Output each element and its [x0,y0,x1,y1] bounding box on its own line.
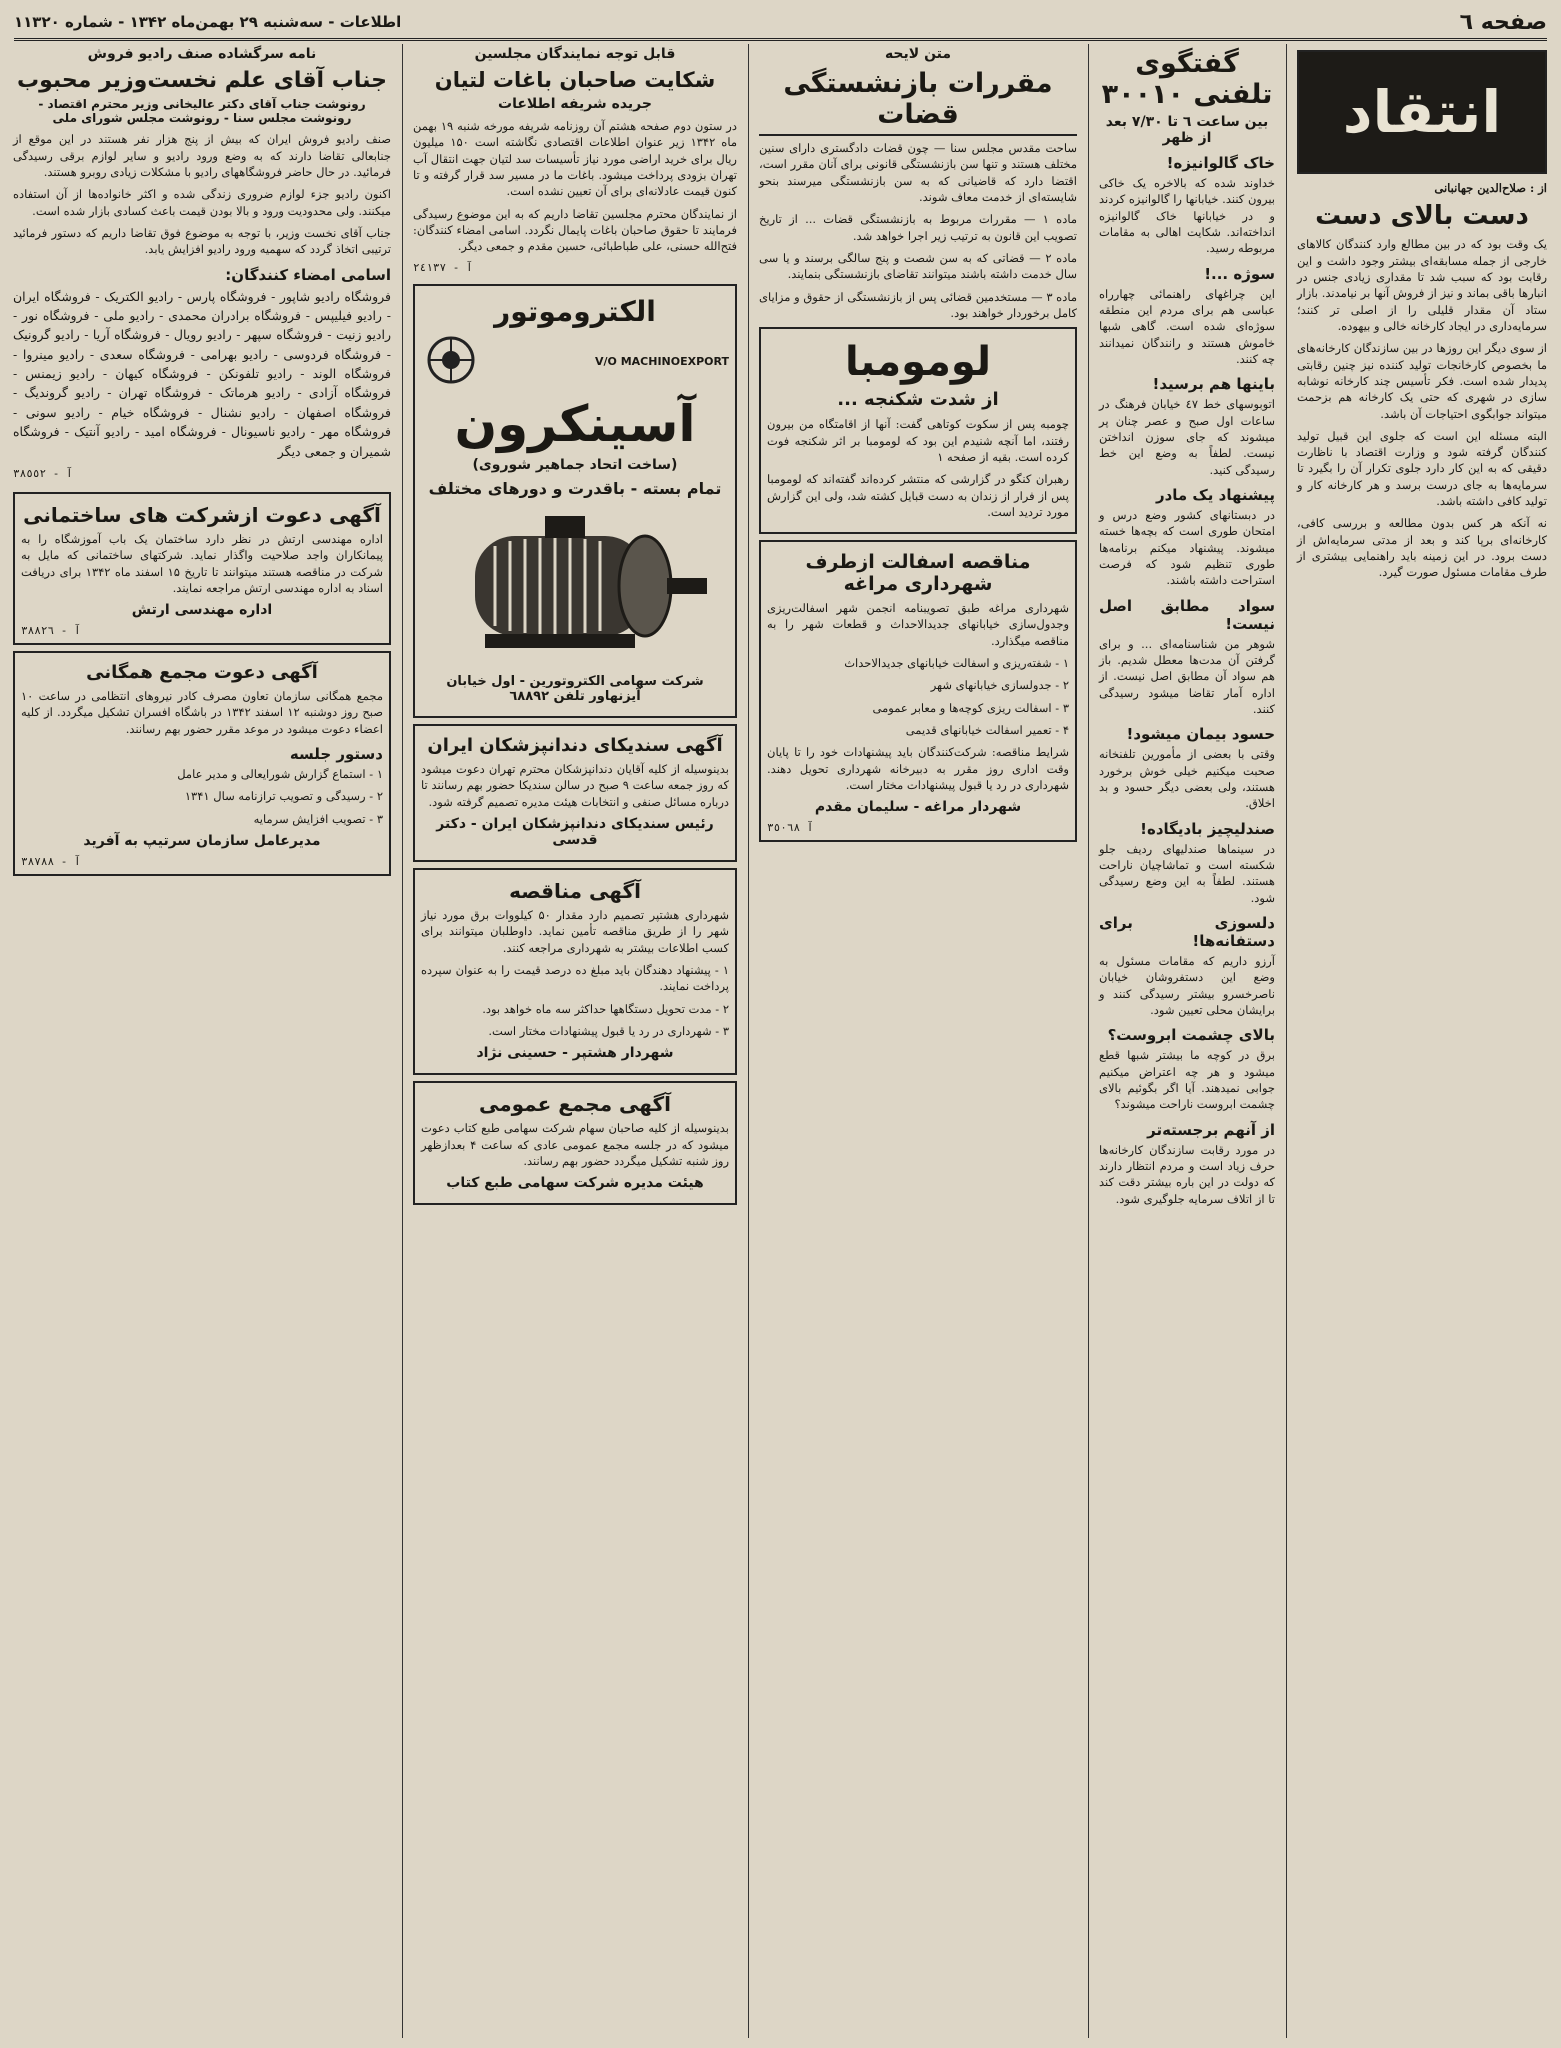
bill-article: ماده ۳ — مستخدمین قضائی پس از بازنشستگی از حقوق و مزایای کامل برخوردار خواهند بود. [759,289,1077,321]
agenda-list [21,766,383,827]
column-divider [748,44,749,2038]
asphalt-item: ۳ - اسفالت ریزی کوچه‌ها و معابر عمومی [872,700,1069,715]
phone-item-text: برق در کوچه ما بیشتر شبها قطع میشود و هر چه اعتراض میکنیم جوابی نمیدهند. آیا اگر بگوئیم بالای چشمت ابروست ناراحت میشوند؟ [1099,1048,1275,1112]
latyan-code: آ - ٢٤١٣٧ [413,260,473,274]
radio-letter-code: آ - ٣٨٥٥٢ [13,466,73,480]
agm-title: آگهی مجمع عمومی [479,1092,671,1117]
dentists-notice [413,724,737,862]
phone-item-text: در سینماها صندلیهای ردیف جلو شکسته است و تماشاچیان ناراحت هستند. لطفاً به این وضع رسیدگی شود. [1099,841,1275,905]
agenda-label: دستور جلسه [289,744,383,763]
phone-item-title: سوژه ...! [1204,264,1275,283]
tender-item: ۳ - شهرداری در رد یا قبول پیشنهادات مختار است. [488,1024,729,1039]
ad-made-in: (ساخت اتحاد جماهیر شوروی) [472,457,678,474]
critique-paragraph: البته مسئله این است که جلوی این قبیل تولید کنندگان گرفته شود و وزارت اقتصاد با ناظارت دقیقی که به این کار دارد جلوی تکرار آن را بگیرد تا سرمایه‌ها به جای درست برسد و هر کارخانه کار و تولید کافی داشته باشد. [1297,428,1547,509]
dentists-title: آگهی سندیکای دندانپزشکان ایران [427,735,723,757]
agenda-item: ۲ - رسیدگی و تصویب ترازنامه سال ۱۳۴۱ [184,789,383,804]
construction-invite-signature: اداره مهندسی ارتش [131,602,273,619]
bill-title: مقررات بازنشستگی قضات [759,68,1077,136]
agenda-item: ۱ - استماع گزارش شورایعالی و مدیر عامل [177,766,383,781]
agm-text: بدینوسیله از کلیه صاحبان سهام شرکت سهامی طبع کتاب دعوت میشود که در جلسه مجمع عمومی عادی که ساعت ۴ بعدازظهر روز شنبه تشکیل میگردد حضور بهم رسانند. [421,1121,729,1169]
general-meeting-signature: مدیرعامل سازمان سرتیپ به آفرید [83,832,321,849]
column-radio-letter [7,44,397,2038]
asphalt-title: مناقصه اسفالت ازطرف شهرداری مراغه [805,551,1031,596]
asphalt-tender-box [759,540,1077,842]
bill-intro: ساحت مقدس مجلس سنا — چون قضات دادگستری دارای سنین مختلف هستند و تنها سن بازنشستگی قانونی برای آنان مقرر است، اقتضا دارد که قاضیانی که به سن بازنشستگی میرسند بنحو شایسته‌ای از خدمت معاف شوند. [759,141,1077,205]
radio-letter-cc: رونوشت جناب آقای دکتر عالیخانی وزیر محترم اقتصاد - رونوشت مجلس سنا - رونوشت مجلس شورای ملی [38,97,366,126]
tender-signature: شهردار هشتپر - حسینی نژاد [476,1045,674,1062]
phone-item-text: شوهر من شناسنامه‌ای ... و برای گرفتن آن مدت‌ها معطل شدیم. باز هم سواد آن مطابق اصل نیست. از اداره آمار تقاضا میشود رسیدگی کنند. [1099,636,1275,716]
column-latyan [407,44,743,2038]
lumumba-text: رهبران کنگو در گزارشی که منتشر کرده‌اند گفته‌اند که لومومبا پس از فرار از زندان به دست قبایل کشته شد، ولی این گزارش مورد تردید است. [767,472,1069,520]
asphalt-conditions: شرایط مناقصه: شرکت‌کنندگان باید پیشنهادات خود را تا پایان وقت اداری روز مقرر به دبیرخانه شهرداری تحویل دهند. شهرداری در رد یا قبول پیشنهادات مختار است. [767,745,1069,792]
asphalt-items-list [767,655,1069,738]
page-number: صفحه ٦ [1459,9,1547,35]
electric-motor-illustration [435,506,715,666]
bill-label: متن لایحه [884,46,952,62]
phone-talk-hours: بین ساعت ٦ تا ۷/۳۰ بعد از ظهر [1105,114,1269,147]
radio-letter-paragraph: صنف رادیو فروش ایران که بیش از پنج هزار نفر هستند در این موقع از جنابعالی تقاضا دارند که به وضع ورود رادیو و سایر لوازم برقی رسیدگی فرمائید. در حال حاضر فروشگاههای رادیو با مشکلات زیادی روبرو هستند. [13,132,391,179]
critique-paragraph: از سوی دیگر این روزها در بین سازندگان کارخانه‌های ما بخصوص کارخانجات تولید کننده نیز چنین رقابتی پدیدار شده است. فکر تأسیس چند کارخانه نوشابه سازی در شهری که حتی یک کارخانه هم بزحمت میتواند جوابگوی احتیاجات آن باشد. [1297,341,1547,421]
tender-text: شهرداری هشتپر تصمیم دارد مقدار ۵۰ کیلووات برق مورد نیاز شهر را از طریق مناقصه تأمین نماید. داوطلبان میتوانند برای کسب اطلاعات بیشتر به شهرداری مراجعه کنند. [421,908,729,955]
ad-company: V/O MACHINOEXPORT [595,355,729,369]
phone-item-title: حسود بیمان میشود! [1126,725,1275,744]
agm-signature: هیئت مدیره شرکت سهامی طبع کتاب [446,1175,704,1192]
critique-logo-box [1297,50,1547,174]
phone-item-text: در مورد رقابت سازندگان کارخانه‌ها حرف زیاد است و مردم انتظار دارند که دولت در این باره بیشتر دقت کند تا از اتلاف سرمایه جلوگیری شود. [1099,1142,1275,1206]
radio-letter-paragraph: جناب آقای نخست وزیر، با توجه به موضوع فوق تقاضا داریم که دستور فرمائید ترتیبی اتخاذ گردد که سهمیه ورود رادیو افزایش یابد. [13,225,391,257]
lumumba-title: لومومبا [844,339,992,386]
latyan-label: قابل توجه نمایندگان مجلسین [474,46,676,62]
radio-letter-title: جناب آقای علم نخست‌وزیر محبوب [17,68,387,93]
tender-item: ۲ - مدت تحویل دستگاهها حداکثر سه ماه خواهد بود. [482,1001,729,1016]
column-divider [1088,44,1089,2038]
phone-item-text: خداوند شده که بالاخره یک خاکی بیرون کنند. خیابانها را گالوانیزه کردند و در خیابانها خاک گالوانیزه انداخته‌اند. شکایت اهالی به مقامات مربوطه رسید. [1099,176,1275,256]
construction-invite [13,492,391,645]
phone-item-title: از آنهم برجسته‌تر [1147,1120,1275,1139]
tender-notice [413,868,737,1075]
phone-item-title: دلسوزی برای دستفانه‌ها! [1099,913,1275,950]
ad-subtitle: تمام بسته - باقدرت و دورهای مختلف [428,479,722,499]
signers-label: اسامی امضاء کنندگان: [225,265,391,284]
phone-item-title: بالای چشمت ابروست؟ [1107,1026,1275,1045]
radio-letter-paragraph: اکنون رادیو جزء لوازم ضروری زندگی شده و اکثر خانواده‌ها از آن استفاده میکنند. ولی محدودیت ورود و بالا بودن قیمت باعث کسادی بازار شده است. [13,187,391,218]
electromotor-ad [413,284,737,719]
phone-item-text: این چراغهای راهنمائی چهارراه عباسی هم برای مردم این منطقه سوژه‌ای شده است. گاهی شبها خاموش هستند و رانندگان نمیدانند چه کنند. [1099,286,1275,367]
ad-title: الکتروموتور [494,294,656,328]
general-meeting-notice [13,651,391,876]
critique-title: دست بالای دست [1315,201,1529,232]
bill-article: ماده ۱ — مقررات مربوط به بازنشستگی قضات ... از تاریخ تصویب این قانون به ترتیب زیر اجرا خواهد شد. [759,212,1077,243]
critique-paragraph: یک وقت بود که در بین مطالع وارد کنندگان کالاهای خارجی از جمله مسابقه‌ای بیشتر وجود داشت و این رقابت بود که سبب شد تا مقداری زیادی جنس در انبارها باقی بماند و نیز از فروش آنها بر نیامدند. بازار ستاد آن مقدار قلیلی را از اصلی تر کنند؛ سرمایه‌داری در ایجاد کارخانه خالی و بیهوده. [1297,237,1547,333]
masthead [14,6,1547,41]
tender-item: ۱ - پیشنهاد دهندگان باید مبلغ ده درصد قیمت را به عنوان سپرده پرداخت نمایند. [421,963,729,994]
tender-title: آگهی مناقصه [509,879,641,904]
signers-list: فروشگاه رادیو شاپور - فروشگاه پارس - رادیو الکتریک - فروشگاه ایران - رادیو فیلیپس - فروشگاه برادران محمدی - رادیو ملی - فروشگاه نور - رادیو زنیت - فروشگاه سپهر - رادیو رویال - فروشگاه آریا - رادیو گرونیک - فروشگاه فردوسی - رادیو بهرامی - فروشگاه سعدی - رادیو مینروا - فروشگاه الوند - رادیو تلفونکن - فروشگاه کیهان - رادیو زیمنس - فروشگاه آزادی - رادیو هرماتک - فروشگاه تهران - رادیو گروندیگ - فروشگاه اصفهان - رادیو نشنال - فروشگاه خیام - رادیو سونی - فروشگاه مهر - رادیو ناسیونال - فروشگاه امید - رادیو آنتیک - فروشگاه شمیران و جمعی دیگر [13,288,391,459]
phone-item-title: خاک گالوانیزه! [1166,154,1275,173]
asphalt-item: ۴ - تعمیر اسفالت خیابانهای قدیمی [905,723,1069,737]
agenda-item: ۳ - تصویب افزایش سرمایه [253,811,383,826]
column-judges-retirement [753,44,1083,2038]
tender-items-list [421,962,729,1039]
phone-item-title: سواد مطابق اصل نیست! [1099,596,1275,633]
latyan-text: از نمایندگان محترم مجلسین تقاضا داریم که به این موضوع رسیدگی فرمایند تا حقوق صاحبان باغات پایمال نگردد. اسامی امضاء کنندگان: فتح‌الله حسنی، علی طباطبائی، حسین مقدم و جمعی دیگر. [413,206,737,254]
column-critique [1291,44,1553,2038]
machinoexport-logo-icon [421,332,551,392]
column-divider [402,44,403,2038]
construction-invite-code: آ - ٣٨٨٢٦ [21,624,81,638]
dentists-text: بدینوسیله از کلیه آقایان دندانپزشکان محترم تهران دعوت میشود که روز جمعه ساعت ۹ صبح در سالن سندیکا حضور بهم رسانند تا درباره مسائل صنفی و انتخابات هیئت مدیره تصمیم گرفته شود. [421,762,729,809]
general-meeting-title: آگهی دعوت مجمع همگانی [86,662,318,684]
lumumba-text: چومبه پس از سکوت کوتاهی گفت: آنها از اقامتگاه من بیرون رفتند، اما آنچه شنیدم این بود که لومومبا بر اثر شکنجه فوت کرده است. بقیه از صفحه ۱ [767,417,1069,465]
phone-item-title: پیشنهاد یک مادر [1155,486,1275,505]
phone-item-text: وقتی با بعضی از مأمورین تلفنخانه صحبت میکنیم خیلی خوش برخورد هستند، ولی بعضی دیگر حسود و بد اخلاق. [1099,747,1275,811]
asphalt-code: آ ٣٥٠٦٨ [767,821,814,835]
dentists-signature: رئیس سندیکای دندانپزشکان ایران - دکتر قدسی [436,816,714,849]
phone-item-text: اتوبوسهای خط ٤٧ خیابان فرهنگ در ساعات اول صبح و عصر چنان پر میشوند که جای سوزن انداختن نیست. لطفاً به وضع این خط رسیدگی کنید. [1099,397,1276,477]
construction-invite-text: اداره مهندسی ارتش در نظر دارد ساختمان یک باب آموزشگاه را به پیمانکاران واجد صلاحیت واگذار نماید. شرکتهای ساختمانی که مایل به شرکت در مناقصه هستند میتوانند تا تاریخ ۱۵ اسفند ماه ۱۳۴۲ برای دریافت اسناد به اداره مهندسی ارتش مراجعه نمایند. [21,531,383,595]
latyan-title: شکایت صاحبان باغات لتیان [434,68,716,92]
column-divider [1286,44,1287,2038]
agm-notice [413,1081,737,1205]
ad-brand: آسینکرون [454,394,696,453]
asphalt-text: شهرداری مراغه طبق تصویبنامه انجمن شهر اسفالت‌ریزی وجدول‌سازی خیابانهای جدیدالاحداث و قطعات شهر را به مناقصه میگذارد. [767,601,1069,648]
phone-item-text: در دبستانهای کشور وضع درس و امتحان طوری است که بچه‌ها خسته میشوند. پیشنهاد میکنم برنامه‌ها طوری تنظیم شود که فرصت استراحت داشته باشند. [1099,508,1275,588]
bill-article: ماده ۲ — قضاتی که به سن شصت و پنج سالگی برسند و یا سی سال خدمت داشته باشند میتوانند تقاضای بازنشستگی بنمایند. [759,251,1077,282]
latyan-addressee: جریده شریفه اطلاعات [498,96,652,113]
phone-talk-header: گفتگوی تلفنی ۳۰۰۱۰ [1101,48,1273,111]
construction-invite-title: آگهی دعوت ازشرکت های ساختمانی [23,502,381,527]
asphalt-signature: شهردار مراغه - سلیمان مقدم [814,799,1022,816]
lumumba-box [759,327,1077,534]
critique-paragraph: نه آنکه هر کس بدون مطالعه و بررسی کافی، کارخانه‌ای برپا کند و بعد از مدتی سرمایه‌اش از دست برود. در این زمینه باید راهنمایی بیشتری از طرف مقامات مسئول صورت گیرد. [1297,516,1547,580]
latyan-text: در ستون دوم صفحه هشتم آن روزنامه شریفه مورخه شنبه ۱۹ بهمن ماه ۱۳۴۲ زیر عنوان اطلاعات اقتصادی نگاشته است ۱۵۰ میلیون ریال برای خرید اراضی مورد نیاز تأسیسات سد لتیان جهت انتقال آب تهران بزودی پرداخت میشود. باغات ما در مسیر سد قرار گرفته و تا کنون قیمت عادلانه‌ای برای آن تعیین نشده است. [413,119,737,199]
critique-logo: انتقاد [1342,77,1502,146]
phone-item-title: صندلیچیز بادیگاده! [1140,819,1275,838]
column-phone-talk [1093,44,1281,2038]
general-meeting-text: مجمع همگانی سازمان تعاون مصرف کادر نیروهای انتظامی در ساعت ۱۰ صبح روز دوشنبه ۱۲ اسفند ۱۳۴۲ در باشگاه افسران تشکیل میگردد. از کلیه اعضاء دعوت میشود در موعد مقرر حضور بهم رسانند. [21,688,383,736]
general-meeting-code: آ - ٣٨٧٨٨ [21,854,81,868]
critique-byline: از : صلاح‌الدین جهانبانی [1434,181,1547,195]
asphalt-item: ۱ - شفته‌ریزی و اسفالت خیابانهای جدیدالاحداث [844,656,1069,671]
ad-dealer: شرکت سهامی الکتروتورین - اول خیابان آیزنهاور تلفن ٦٨٨٩٢ [446,674,704,705]
lumumba-subtitle: از شدت شکنجه ... [837,389,999,411]
radio-letter-label: نامه سرگشاده صنف رادیو فروش [87,46,317,62]
phone-item-title: باینها هم برسید! [1152,375,1275,394]
phone-items-list [1099,154,1275,1207]
asphalt-item: ۲ - جدولسازی خیابانهای شهر [930,678,1069,693]
phone-item-text: آرزو داریم که مقامات مسئول به وضع این دستفروشان خیابان ناصرخسرو بیشتر رسیدگی کنند و برایشان محلی تعیین شود. [1099,953,1275,1017]
issue-info: اطلاعات - سه‌شنبه ۲۹ بهمن‌ماه ۱۳۴۲ - شماره ۱۱۳۲۰ [14,13,402,31]
